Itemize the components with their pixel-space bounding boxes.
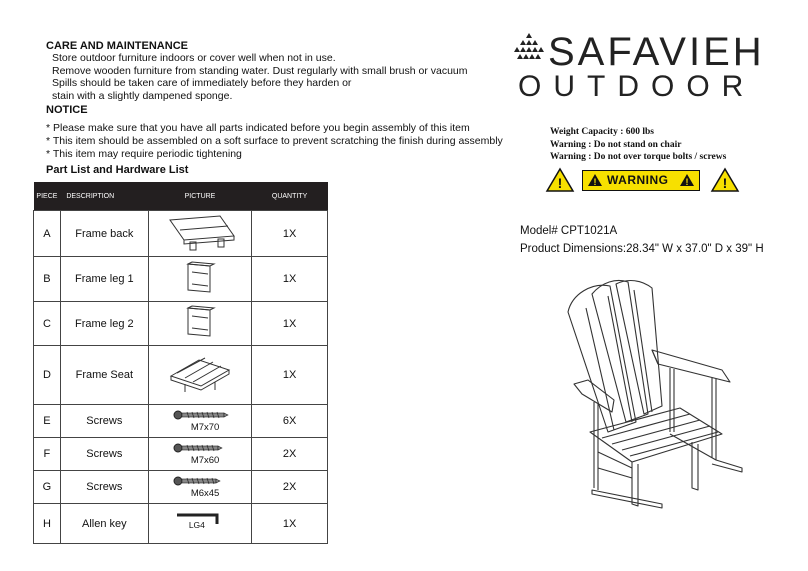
frame-leg-icon	[180, 302, 220, 342]
part-quantity: 1X	[252, 504, 328, 544]
part-picture	[148, 471, 251, 504]
part-description: Frame back	[60, 211, 148, 257]
svg-text:!: !	[593, 177, 597, 187]
warning-banner-label: WARNING	[607, 173, 669, 187]
part-picture	[148, 405, 251, 438]
care-line: Remove wooden furniture from standing water. Dust regularly with small brush or vacuum	[52, 64, 468, 77]
warning-line: Warning : Do not over torque bolts / screws	[550, 152, 727, 162]
product-info	[520, 222, 764, 258]
warning-triangle-icon	[545, 167, 575, 193]
header-picture: PICTURE	[148, 182, 251, 211]
part-quantity: 1X	[252, 211, 328, 257]
part-picture	[148, 257, 251, 302]
header-piece: PIECE	[34, 182, 61, 211]
screw-icon	[173, 442, 223, 454]
table-row	[34, 257, 328, 302]
screw-size-label: M7x60	[190, 455, 220, 466]
header-description: DESCRIPTION	[60, 182, 148, 211]
care-text	[52, 52, 468, 102]
warning-triangle-icon	[710, 167, 740, 193]
screw-icon	[173, 475, 221, 487]
care-line: stain with a slightly dampened sponge.	[52, 89, 233, 102]
svg-text:!: !	[722, 175, 728, 191]
parts-table	[33, 182, 328, 544]
brand-logo-icon	[512, 32, 546, 66]
part-quantity: 1X	[252, 346, 328, 405]
svg-text:!: !	[557, 175, 563, 191]
piece-letter: B	[34, 257, 61, 302]
warning-small-icon	[587, 173, 603, 187]
part-description: Screws	[60, 438, 148, 471]
part-picture	[148, 346, 251, 405]
part-description: Frame Seat	[60, 346, 148, 405]
product-dimensions: Product Dimensions:28.34" W x 37.0" D x 39" H	[520, 243, 764, 255]
care-heading: CARE AND MAINTENANCE	[46, 40, 188, 52]
care-line: Spills should be taken care of immediately before they harden or	[52, 77, 352, 89]
table-row	[34, 346, 328, 405]
warning-line: Warning : Do not stand on chair	[550, 139, 682, 150]
notice-line: * This item should be assembled on a soft surface to prevent scratching the finish during assembly	[46, 135, 503, 147]
piece-letter: C	[34, 302, 61, 346]
warning-banner	[582, 170, 700, 191]
care-line: Store outdoor furniture indoors or cover well when not in use.	[52, 52, 336, 64]
part-description: Allen key	[60, 504, 148, 544]
part-description: Screws	[60, 471, 148, 504]
model-number: Model# CPT1021A	[520, 225, 618, 237]
frame-seat-icon	[165, 350, 235, 398]
part-quantity: 1X	[252, 257, 328, 302]
brand-sub: OUTDOOR	[518, 70, 756, 103]
part-quantity: 2X	[252, 438, 328, 471]
part-description: Screws	[60, 405, 148, 438]
part-picture	[148, 438, 251, 471]
part-quantity: 2X	[252, 471, 328, 504]
notice-line: * This item may require periodic tightening	[46, 148, 242, 160]
adirondack-chair-illustration	[552, 272, 752, 527]
table-row	[34, 211, 328, 257]
part-quantity: 6X	[252, 405, 328, 438]
table-row	[34, 438, 328, 471]
table-row	[34, 504, 328, 544]
part-description: Frame leg 2	[60, 302, 148, 346]
part-picture	[148, 302, 251, 346]
weight-capacity: Weight Capacity : 600 lbs	[550, 127, 654, 137]
frame-back-icon	[160, 212, 240, 252]
allen-key-label: LG4	[188, 519, 205, 530]
piece-letter: D	[34, 346, 61, 405]
notice-text	[46, 122, 503, 161]
piece-letter: H	[34, 504, 61, 544]
svg-text:!: !	[685, 177, 689, 187]
part-description: Frame leg 1	[60, 257, 148, 302]
table-row	[34, 471, 328, 504]
piece-letter: E	[34, 405, 61, 438]
frame-leg-icon	[180, 258, 220, 298]
brand-name: SAFAVIEH	[548, 30, 765, 74]
header-quantity: QUANTITY	[252, 182, 328, 211]
screw-size-label: M7x70	[190, 422, 220, 433]
warning-text	[550, 126, 726, 164]
notice-heading: NOTICE	[46, 104, 88, 116]
warning-small-icon	[679, 173, 695, 187]
screw-size-label: M6x45	[190, 488, 220, 499]
part-picture	[148, 504, 251, 544]
parts-list-title: Part List and Hardware List	[46, 164, 189, 176]
piece-letter: F	[34, 438, 61, 471]
table-row	[34, 405, 328, 438]
part-picture	[148, 211, 251, 257]
piece-letter: A	[34, 211, 61, 257]
notice-line: * Please make sure that you have all parts indicated before you begin assembly of this item	[46, 122, 470, 134]
table-row	[34, 302, 328, 346]
part-quantity: 1X	[252, 302, 328, 346]
screw-icon	[173, 409, 229, 421]
table-header-row	[34, 182, 328, 211]
piece-letter: G	[34, 471, 61, 504]
